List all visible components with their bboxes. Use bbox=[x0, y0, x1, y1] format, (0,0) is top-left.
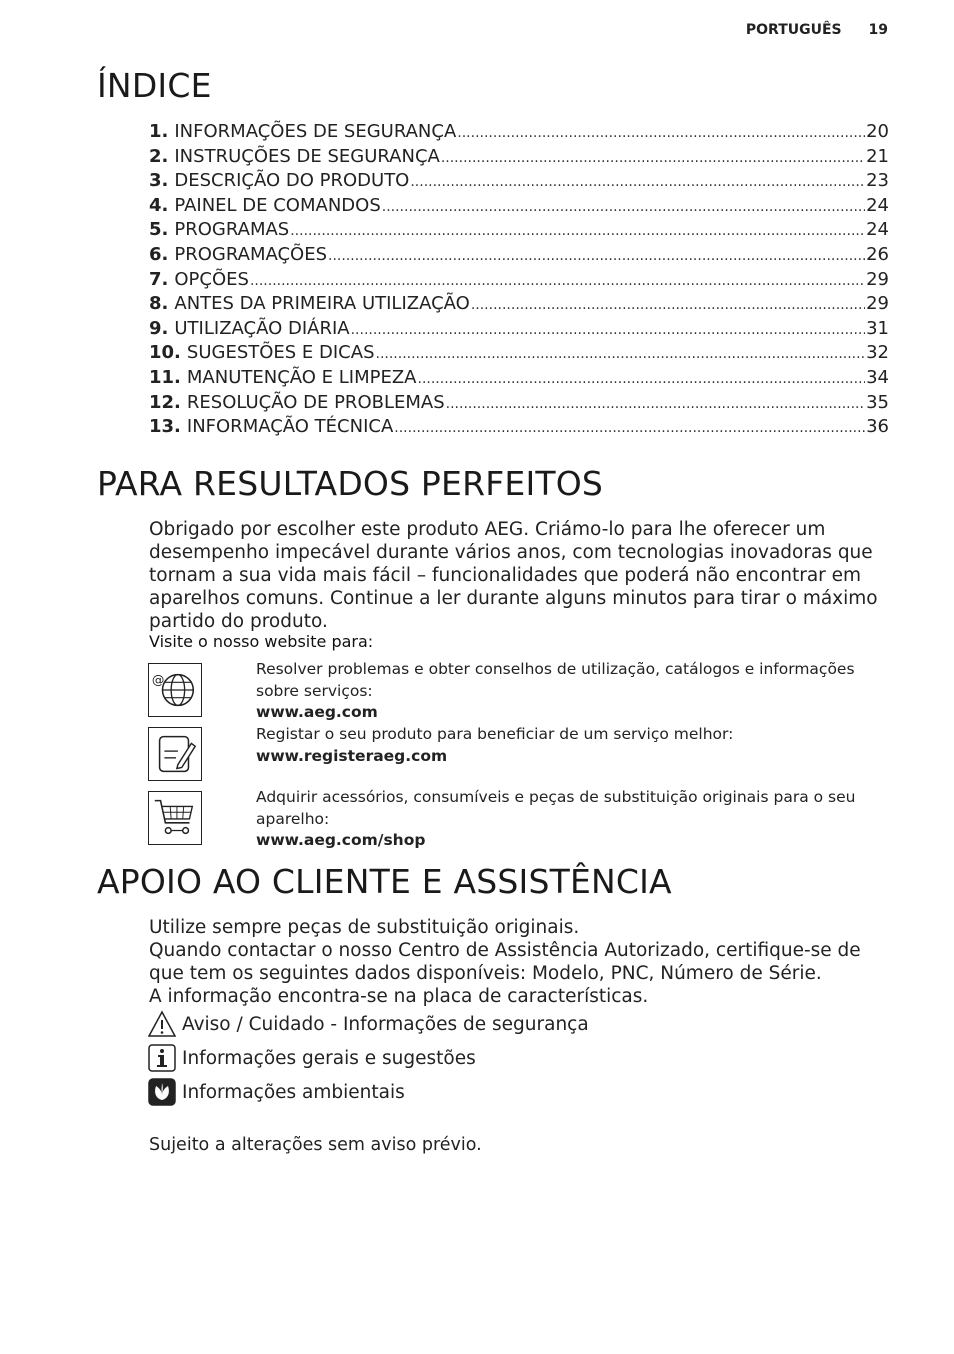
svg-text:@: @ bbox=[151, 672, 165, 688]
support-line: que tem os seguintes dados disponíveis: Modelo, PNC, Número de Série. bbox=[149, 963, 822, 984]
note-environment bbox=[148, 1078, 405, 1106]
toc-number: 2. bbox=[149, 145, 169, 167]
intro-line: desempenho impecável durante vários anos, com tecnologias inovadoras que bbox=[149, 542, 873, 563]
service-text: Resolver problemas e obter conselhos de utilização, catálogos e informações bbox=[256, 660, 855, 678]
service-link[interactable]: www.aeg.com bbox=[256, 703, 378, 721]
toc-page: 21 bbox=[866, 145, 889, 167]
toc-page: 29 bbox=[866, 293, 889, 315]
intro-line: tornam a sua vida mais fácil – funcionalidades que poderá não encontrar em bbox=[149, 565, 862, 586]
toc-leader bbox=[376, 342, 866, 367]
page-header bbox=[746, 22, 888, 38]
note-warning bbox=[148, 1010, 589, 1038]
service-link[interactable]: www.aeg.com/shop bbox=[256, 831, 426, 849]
intro-line: Obrigado por escolher este produto AEG. Criámo-lo para lhe oferecer um bbox=[149, 519, 826, 540]
toc-number: 7. bbox=[149, 268, 169, 290]
toc-page: 36 bbox=[866, 416, 889, 438]
toc-row[interactable] bbox=[149, 194, 889, 219]
note-label: Informações gerais e sugestões bbox=[182, 1047, 476, 1069]
toc-number: 6. bbox=[149, 243, 169, 265]
intro-line: partido do produto. bbox=[149, 611, 328, 632]
toc-number: 1. bbox=[149, 121, 169, 142]
toc-number: 3. bbox=[149, 170, 169, 192]
toc-label: ANTES DA PRIMEIRA UTILIZAÇÃO bbox=[174, 293, 470, 315]
toc-leader bbox=[290, 219, 865, 244]
toc-number: 9. bbox=[149, 317, 169, 339]
toc-label: PROGRAMAÇÕES bbox=[174, 243, 328, 265]
intro-line: aparelhos comuns. Continue a ler durante alguns minutos para tirar o máximo bbox=[149, 588, 878, 609]
toc-leader bbox=[394, 416, 865, 441]
note-info bbox=[148, 1044, 476, 1072]
cart-icon bbox=[148, 791, 202, 845]
support-line: Quando contactar o nosso Centro de Assistência Autorizado, certifique-se de bbox=[149, 940, 861, 961]
toc-label: INSTRUÇÕES DE SEGURANÇA bbox=[174, 145, 440, 167]
support-title: APOIO AO CLIENTE E ASSISTÊNCIA bbox=[97, 862, 672, 901]
toc-page: 31 bbox=[866, 317, 889, 339]
toc-label: PROGRAMAS bbox=[174, 219, 290, 241]
toc-leader bbox=[351, 318, 866, 343]
toc-number: 13. bbox=[149, 416, 181, 438]
toc-leader bbox=[418, 367, 866, 392]
toc-number: 5. bbox=[149, 219, 169, 241]
table-of-contents bbox=[149, 120, 889, 440]
info-icon bbox=[148, 1044, 176, 1072]
support-line: Utilize sempre peças de substituição originais. bbox=[149, 917, 580, 938]
toc-row[interactable] bbox=[149, 268, 889, 293]
service-item bbox=[256, 724, 886, 767]
toc-row[interactable] bbox=[149, 292, 889, 317]
toc-row[interactable] bbox=[149, 218, 889, 243]
environment-icon bbox=[148, 1078, 176, 1106]
toc-label: PAINEL DE COMANDOS bbox=[174, 194, 381, 216]
toc-label: SUGESTÕES E DICAS bbox=[186, 342, 375, 364]
toc-leader bbox=[457, 121, 865, 146]
toc-page: 20 bbox=[866, 121, 889, 142]
support-text bbox=[149, 916, 879, 1008]
toc-leader bbox=[250, 269, 865, 294]
toc-number: 8. bbox=[149, 293, 169, 315]
index-title: ÍNDICE bbox=[97, 66, 212, 105]
toc-number: 10. bbox=[149, 342, 181, 364]
note-label: Informações ambientais bbox=[182, 1081, 405, 1103]
toc-number: 12. bbox=[149, 391, 181, 413]
toc-label: DESCRIÇÃO DO PRODUTO bbox=[174, 170, 410, 192]
toc-row[interactable] bbox=[149, 120, 889, 145]
toc-page: 34 bbox=[866, 366, 889, 388]
toc-leader bbox=[410, 170, 865, 195]
toc-label: MANUTENÇÃO E LIMPEZA bbox=[186, 366, 417, 388]
language-label: PORTUGUÊS bbox=[745, 22, 842, 38]
toc-label: OPÇÕES bbox=[174, 268, 249, 290]
warning-icon bbox=[148, 1010, 176, 1038]
toc-number: 11. bbox=[149, 366, 181, 388]
toc-leader bbox=[441, 146, 865, 171]
toc-label: INFORMAÇÃO TÉCNICA bbox=[186, 416, 394, 438]
toc-page: 35 bbox=[866, 391, 889, 413]
service-item bbox=[256, 787, 886, 852]
toc-label: RESOLUÇÃO DE PROBLEMAS bbox=[186, 391, 445, 413]
toc-label: INFORMAÇÕES DE SEGURANÇA bbox=[174, 121, 457, 142]
note-label: Aviso / Cuidado - Informações de segurança bbox=[182, 1013, 589, 1035]
toc-page: 24 bbox=[866, 219, 889, 241]
toc-row[interactable] bbox=[149, 145, 889, 170]
service-link[interactable]: www.registeraeg.com bbox=[256, 746, 448, 765]
toc-row[interactable] bbox=[149, 341, 889, 366]
toc-leader bbox=[382, 195, 865, 220]
toc-page: 24 bbox=[866, 194, 889, 216]
toc-page: 32 bbox=[866, 342, 889, 364]
toc-page: 26 bbox=[866, 243, 889, 265]
toc-page: 23 bbox=[866, 170, 889, 192]
service-text: sobre serviços: bbox=[256, 681, 373, 700]
toc-row[interactable] bbox=[149, 366, 889, 391]
footer-note: Sujeito a alterações sem aviso prévio. bbox=[149, 1135, 482, 1155]
register-icon bbox=[148, 727, 202, 781]
visit-label: Visite o nosso website para: bbox=[149, 632, 374, 651]
toc-leader bbox=[471, 293, 865, 318]
page-number: 19 bbox=[868, 22, 888, 38]
results-intro bbox=[149, 518, 879, 633]
service-text: Adquirir acessórios, consumíveis e peças de substituição originais para o seu bbox=[256, 788, 856, 806]
service-text: Registar o seu produto para beneficiar de um serviço melhor: bbox=[256, 725, 734, 743]
toc-row[interactable] bbox=[149, 169, 889, 194]
toc-page: 29 bbox=[866, 268, 889, 290]
results-title: PARA RESULTADOS PERFEITOS bbox=[97, 464, 604, 503]
toc-row[interactable] bbox=[149, 391, 889, 416]
toc-leader bbox=[328, 244, 865, 269]
toc-row[interactable] bbox=[149, 415, 889, 440]
toc-leader bbox=[446, 392, 865, 417]
globe-icon bbox=[148, 663, 202, 717]
toc-label: UTILIZAÇÃO DIÁRIA bbox=[174, 317, 350, 339]
toc-row[interactable] bbox=[149, 243, 889, 268]
service-text: aparelho: bbox=[256, 809, 330, 828]
toc-number: 4. bbox=[149, 194, 169, 216]
toc-row[interactable] bbox=[149, 317, 889, 342]
service-item bbox=[256, 659, 886, 724]
support-line: A informação encontra-se na placa de características. bbox=[149, 986, 649, 1007]
